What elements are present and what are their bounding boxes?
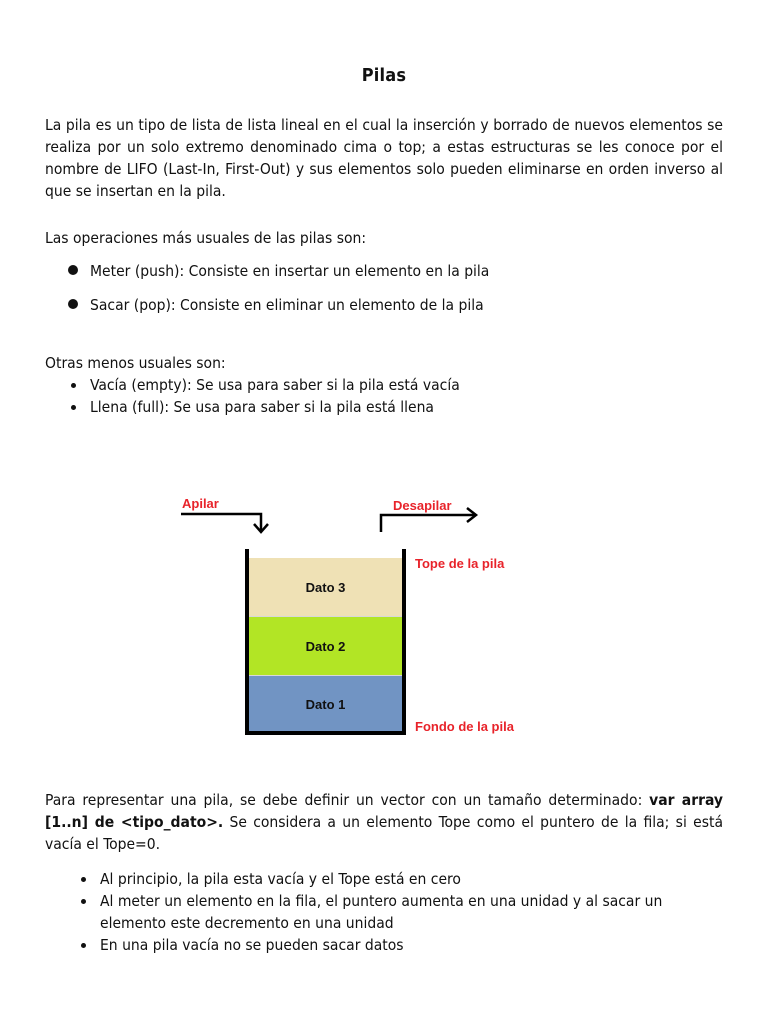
bullet-icon [81, 899, 86, 904]
other-operations-list [66, 374, 726, 418]
list-item [76, 890, 726, 934]
push-arrow-icon [181, 514, 268, 532]
cell-divider [249, 675, 402, 676]
operations-heading: Las operaciones más usuales de las pilas son: [45, 229, 367, 247]
push-label: Apilar [182, 496, 219, 511]
intro-paragraph: La pila es un tipo de lista de lista lineal en el cual la inserción y borrado de nuevos elementos se realiza por un solo extremo denominado cima o top; a estas estructuras se les conoce por el nombre de LIFO (Last-In, First-Out) y sus elementos solo pueden eliminarse en orden inverso al que se insertan en la pila. [45, 116, 723, 200]
stack-left-wall [245, 549, 249, 735]
pop-arrow-icon [381, 508, 476, 532]
pop-label: Desapilar [393, 498, 452, 513]
bullet-icon [68, 299, 78, 309]
bullet-icon [71, 405, 76, 410]
top-of-stack-label: Tope de la pila [415, 556, 505, 571]
list-item [76, 934, 726, 956]
list-item [66, 396, 726, 418]
representation-list [76, 868, 726, 956]
cell-divider [249, 616, 402, 617]
representation-text-after: Se considera a un elemento Tope como el puntero de la fila; si está vacía el Tope=0. [45, 813, 723, 853]
stack-cell-dato-3: Dato 3 [249, 558, 402, 616]
bullet-icon [71, 383, 76, 388]
bullet-icon [81, 877, 86, 882]
bullet-icon [81, 943, 86, 948]
list-item-text: Al principio, la pila esta vacía y el Tope está en cero [100, 870, 461, 888]
representation-text: Para representar una pila, se debe definir un vector con un tamaño determinado: [45, 791, 650, 809]
stack-cell-dato-2: Dato 2 [249, 617, 402, 675]
representation-code: var array [1..n] de <tipo_dato>. [45, 791, 723, 831]
list-item-text: Meter (push): Consiste en insertar un elemento en la pila [90, 262, 490, 280]
stack-bottom-wall [245, 731, 406, 735]
list-item-text: En una pila vacía no se pueden sacar datos [100, 936, 404, 954]
list-item [76, 868, 726, 890]
bottom-of-stack-label: Fondo de la pila [415, 719, 514, 734]
list-item-text: Llena (full): Se usa para saber si la pila está llena [90, 398, 434, 416]
list-item [66, 260, 726, 294]
other-operations-heading: Otras menos usuales son: [45, 354, 226, 372]
stack-right-wall [402, 549, 406, 735]
list-item [66, 294, 726, 328]
operations-list [66, 260, 726, 328]
list-item-text: Vacía (empty): Se usa para saber si la pila está vacía [90, 376, 460, 394]
list-item [66, 374, 726, 396]
list-item-text: Sacar (pop): Consiste en eliminar un elemento de la pila [90, 296, 484, 314]
representation-paragraph [45, 789, 723, 855]
list-item-text: Al meter un elemento en la fila, el puntero aumenta en una unidad y al sacar un elemento este decremento en una unidad [100, 892, 663, 932]
bullet-icon [68, 265, 78, 275]
page-title: Pilas [361, 65, 407, 86]
stack-cell-dato-1: Dato 1 [249, 676, 402, 732]
